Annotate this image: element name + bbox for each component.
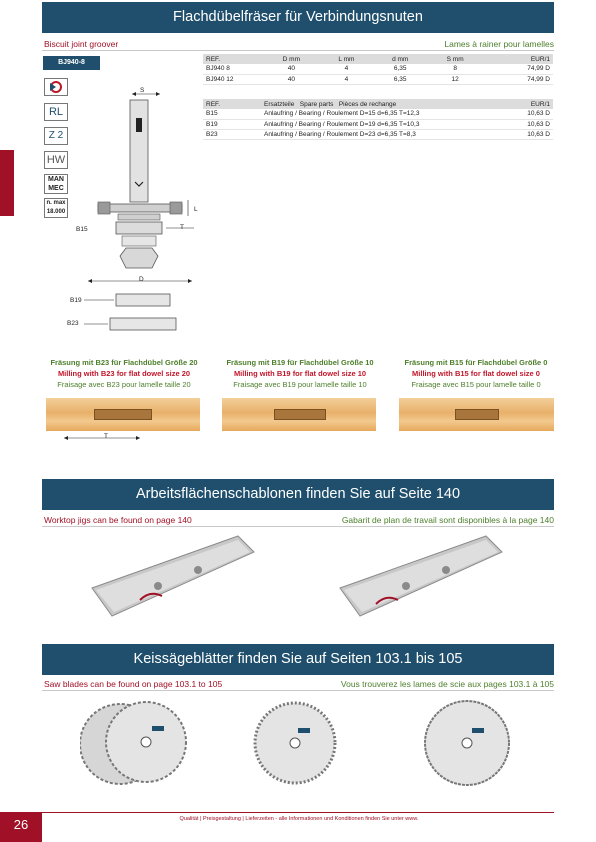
section-saws-sub-en: Saw blades can be found on page 103.1 to 105 [44, 679, 223, 689]
section-jigs-title: Arbeitsflächenschablonen finden Sie auf Seite 140 [42, 479, 554, 510]
caption-b15 [386, 357, 566, 390]
page-number: 26 [0, 812, 42, 842]
max-speed-icon: n. max 18.000 [44, 198, 68, 218]
header-de: Ersatzteile [264, 100, 295, 108]
footer-text: Qualität | Preisgestaltung | Lieferzeiten - alle Informationen und Konditionen finden Sie unter www. [179, 816, 419, 822]
ref-cell: BJ940 8 [203, 64, 263, 74]
rl-icon: RL [44, 103, 68, 121]
ref-cell: BJ940 12 [203, 74, 263, 84]
column-header: REF. [203, 99, 261, 109]
column-header: D mm [263, 54, 320, 64]
worktop-jig-image-1 [88, 530, 258, 622]
table-cell: 40 [263, 64, 320, 74]
footer-rule [42, 812, 554, 813]
caption-fr: Fraisage avec B23 pour lamelle taille 20 [57, 380, 191, 389]
ref-cell: B19 [203, 119, 261, 129]
table-cell: 6,35 [373, 64, 427, 74]
spare-parts-table [203, 99, 553, 140]
wood-board-b23 [46, 398, 200, 431]
caption-fr: Fraisage avec B19 pour lamelle taille 10 [233, 380, 367, 389]
table-cell: 4 [320, 74, 373, 84]
table-row [203, 129, 553, 139]
caption-b23 [34, 357, 214, 390]
column-header: S mm [427, 54, 483, 64]
table-row [203, 119, 553, 129]
table-cell: 12 [427, 74, 483, 84]
subtitle-fr: Lames à rainer pour lamelles [444, 39, 554, 49]
section-saws-title: Keissägeblätter finden Sie auf Seiten 103.1 bis 105 [42, 644, 554, 675]
worktop-jig-image-2 [336, 530, 506, 622]
description-cell: Anlaufring / Bearing / Roulement D=15 d=6,35 T=12,3 [261, 109, 509, 119]
table-row [203, 64, 553, 74]
subtitle-en: Biscuit joint groover [44, 39, 119, 49]
table-cell: 4 [320, 64, 373, 74]
dimension-d-label: D [139, 276, 144, 283]
carbide-icon: HW [44, 151, 68, 169]
groove-slot [455, 409, 499, 420]
groove-slot [94, 409, 152, 420]
header-fr: Pièces de rechange [338, 100, 397, 108]
table-row [203, 74, 553, 84]
teeth-count-icon: Z 2 [44, 127, 68, 145]
bearing-b23-label: B23 [67, 320, 79, 327]
price-cell: 74,99 D [483, 64, 553, 74]
board-t-label: T [104, 433, 108, 440]
section-saws-rule [42, 690, 554, 691]
price-cell: 10,63 D [509, 129, 553, 139]
product-table [203, 54, 553, 85]
ref-cell: B15 [203, 109, 261, 119]
bearing-b15-label: B15 [76, 226, 88, 233]
column-header: EUR/1 [509, 99, 553, 109]
ref-badge: BJ940-8 [43, 56, 100, 70]
table-header-row [203, 99, 553, 109]
caption-de: Fräsung mit B15 für Flachdübel Größe 0 [404, 358, 548, 367]
table-header-row [203, 54, 553, 64]
table-cell: 6,35 [373, 74, 427, 84]
column-header: EUR/1 [483, 54, 553, 64]
column-header: d mm [373, 54, 427, 64]
page-title: Flachdübelfräser für Verbindungsnuten [42, 2, 554, 33]
dimension-t-label: T [180, 224, 184, 231]
bearing-b19-label: B19 [70, 297, 82, 304]
header-rule [42, 50, 554, 51]
saw-blade-image-2 [250, 696, 340, 790]
price-cell: 74,99 D [483, 74, 553, 84]
caption-en: Milling with B23 for flat dowel size 20 [57, 369, 191, 378]
wood-board-b19 [222, 398, 376, 431]
table-cell: 40 [263, 74, 320, 84]
rotation-icon [44, 78, 68, 96]
cutter-drawing [70, 84, 200, 334]
saw-blade-image-3 [420, 696, 514, 790]
dimension-s-label: S [140, 87, 145, 94]
price-cell: 10,63 D [509, 109, 553, 119]
header-en: Spare parts [299, 100, 334, 108]
table-row [203, 109, 553, 119]
column-header [261, 99, 509, 109]
caption-en: Milling with B15 for flat dowel size 0 [412, 369, 540, 378]
ref-cell: B23 [203, 129, 261, 139]
caption-fr: Fraisage avec B15 pour lamelle taille 0 [411, 380, 541, 389]
description-cell: Anlaufring / Bearing / Roulement D=23 d=6,35 T=8,3 [261, 129, 509, 139]
price-cell: 10,63 D [509, 119, 553, 129]
page-edge-accent [0, 150, 14, 216]
section-jigs-rule [42, 526, 554, 527]
column-header: L mm [320, 54, 373, 64]
section-jigs-sub-en: Worktop jigs can be found on page 140 [44, 515, 192, 525]
dimension-l-label: L [194, 206, 198, 213]
section-jigs-sub-fr: Gabarit de plan de travail sont disponibles à la page 140 [341, 515, 554, 525]
t-dimension-arrow [62, 432, 142, 444]
saw-blade-image-1 [80, 696, 190, 790]
manual-machine-icon: MAN MEC [44, 174, 68, 194]
table-cell: 8 [427, 64, 483, 74]
caption-de: Fräsung mit B23 für Flachdübel Größe 20 [50, 358, 198, 367]
wood-board-b15 [399, 398, 554, 431]
section-saws-sub-fr: Vous trouverez les lames de scie aux pages 103.1 à 105 [340, 679, 554, 689]
caption-de: Fräsung mit B19 für Flachdübel Größe 10 [226, 358, 374, 367]
caption-en: Milling with B19 for flat dowel size 10 [233, 369, 367, 378]
groove-slot [274, 409, 326, 420]
column-header: REF. [203, 54, 263, 64]
caption-b19 [210, 357, 390, 390]
description-cell: Anlaufring / Bearing / Roulement D=19 d=6,35 T=10,3 [261, 119, 509, 129]
